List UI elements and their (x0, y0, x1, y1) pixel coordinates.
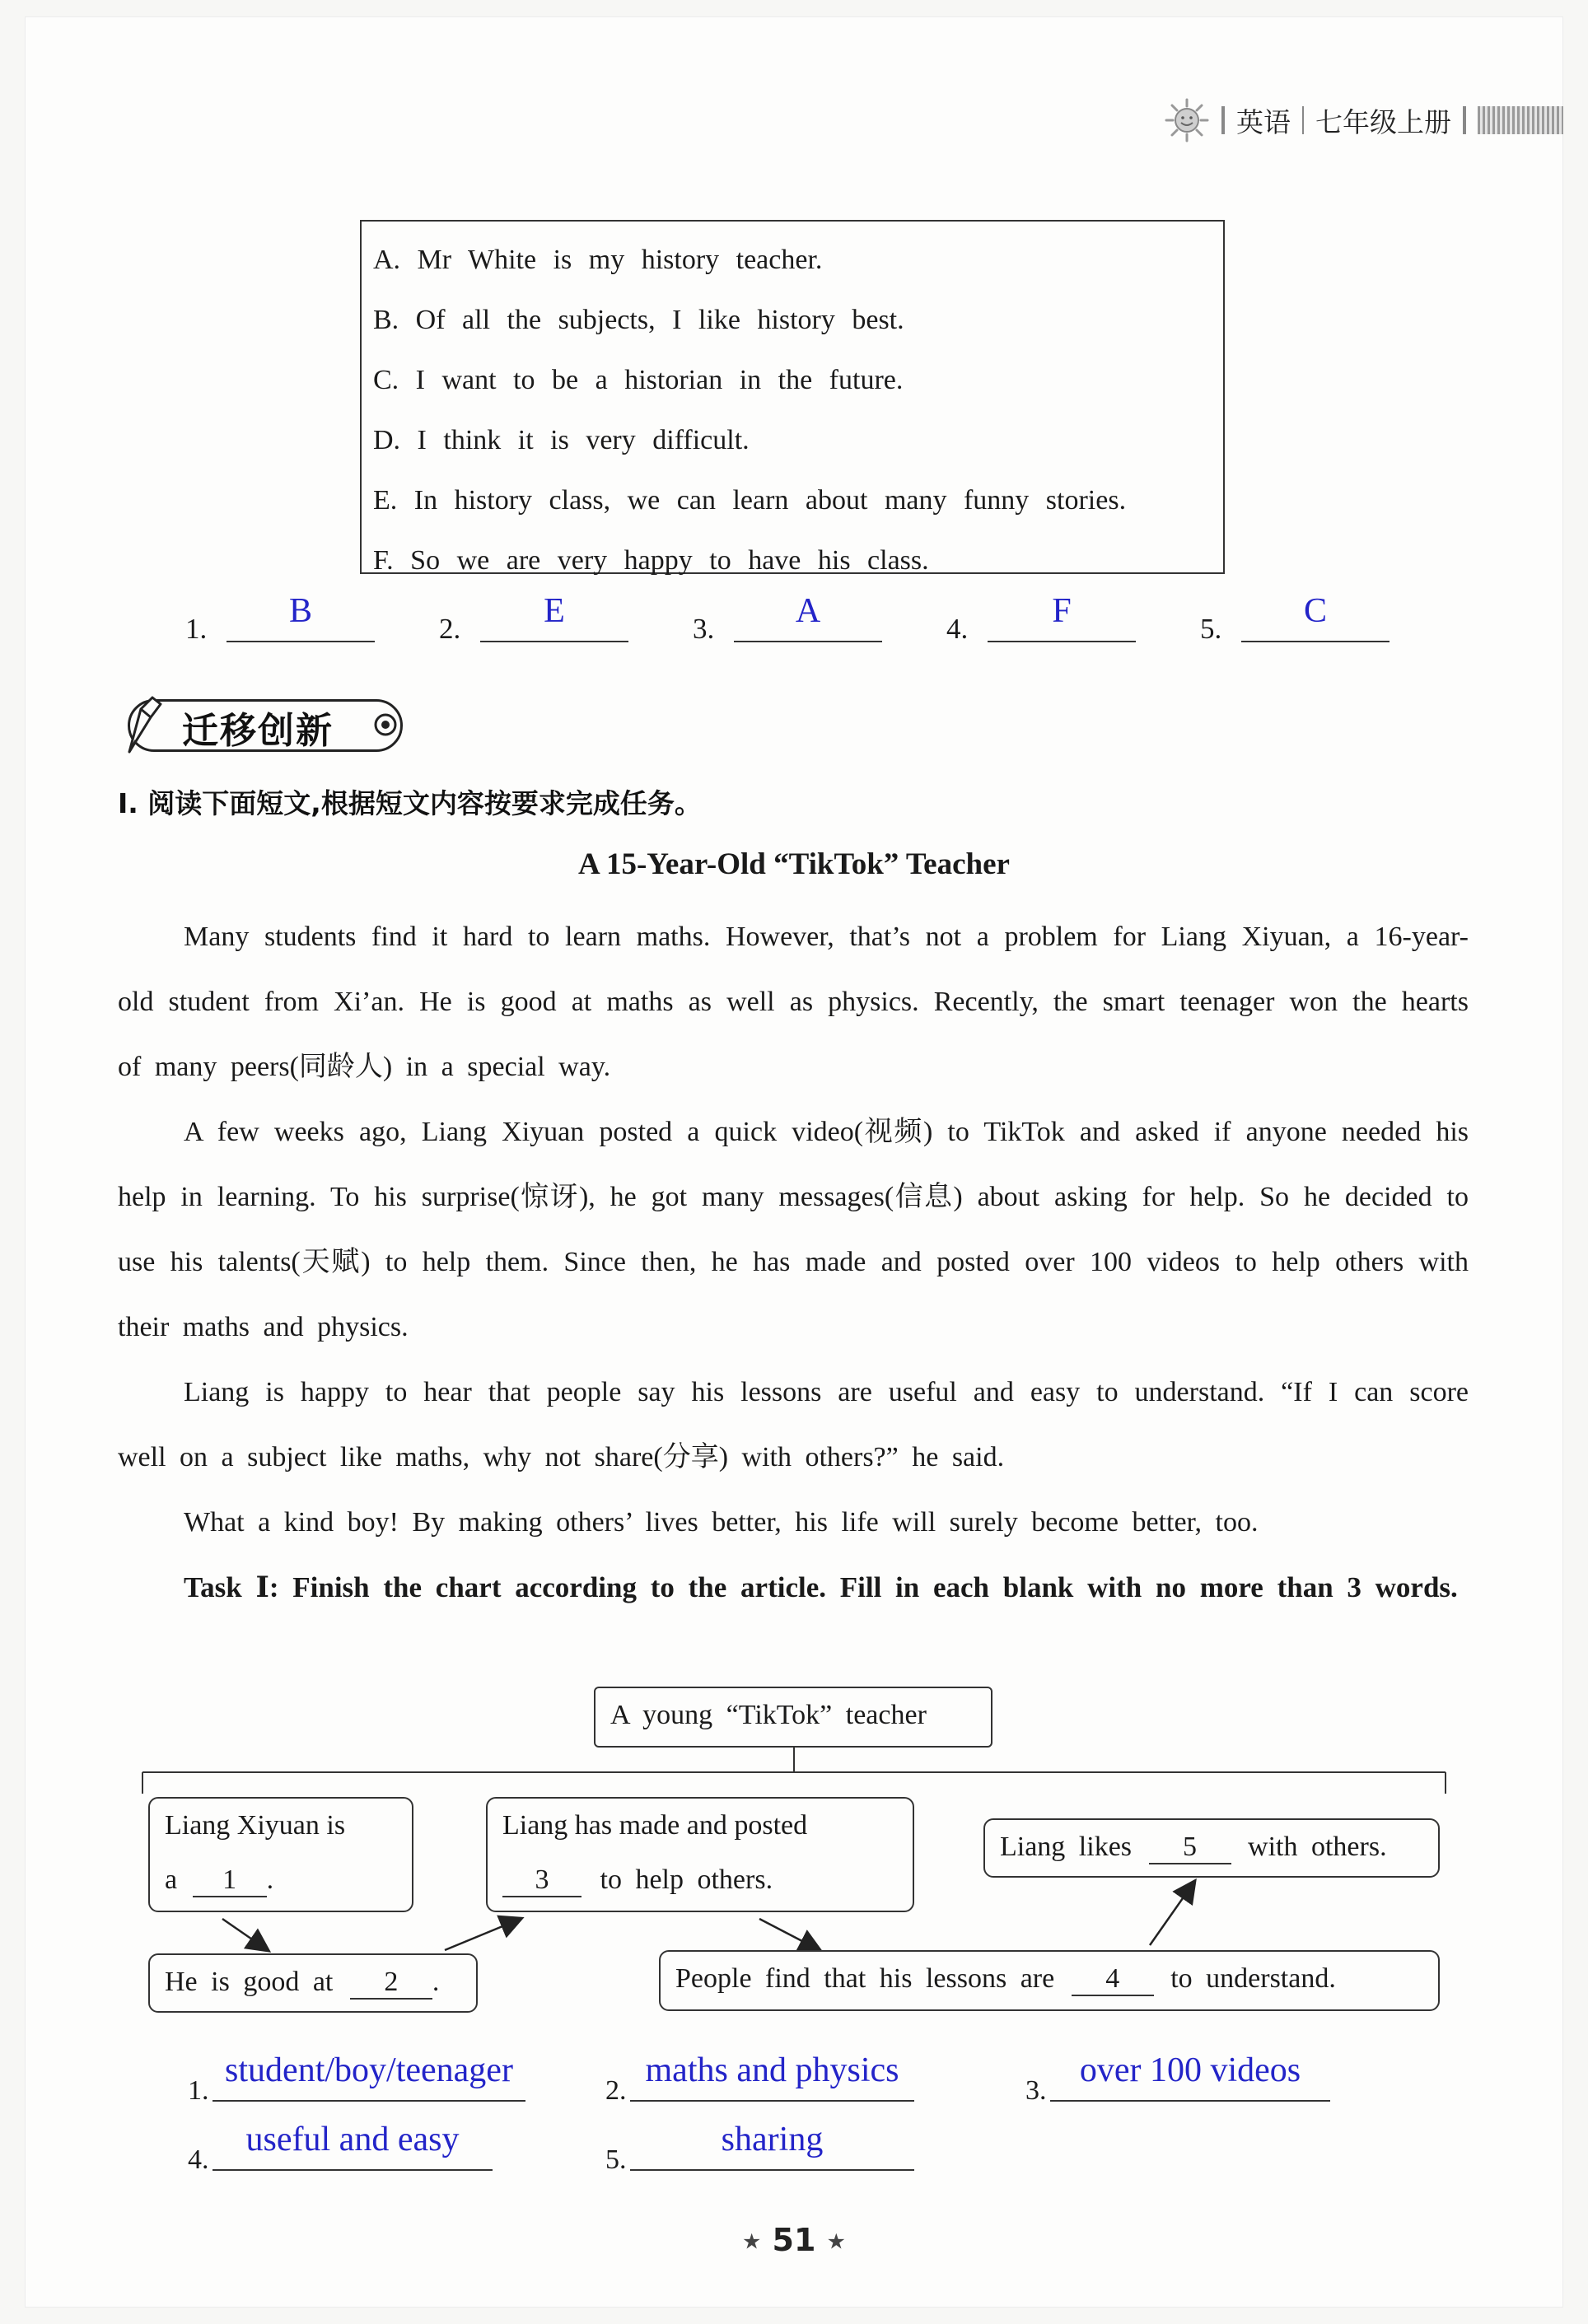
box5-line (675, 1963, 1336, 1996)
fill-answer[interactable] (188, 2051, 534, 2108)
option-f: F. So we are very happy to have his class. (373, 545, 929, 576)
fill-line (630, 2169, 914, 2171)
blank-answer: E (544, 592, 565, 630)
fill-answer[interactable] (605, 2051, 935, 2108)
blank-answer: B (288, 592, 312, 630)
box3-line (1000, 1832, 1387, 1864)
blank-answer: A (795, 592, 821, 630)
blank-number: 1. (185, 613, 208, 645)
box4-line (165, 1967, 439, 2000)
box2-line2 (502, 1864, 773, 1897)
diagram-box-3 (983, 1818, 1440, 1878)
option-d: D. I think it is very difficult. (373, 425, 750, 455)
box1-pre: a (165, 1864, 178, 1895)
box4-blank[interactable]: 2 (350, 1967, 432, 2000)
fill-answer[interactable] (1025, 2051, 1355, 2108)
header-grade: 七年级上册 (1315, 105, 1451, 138)
blank-number: 2. (439, 613, 461, 645)
box1-line1: Liang Xiyuan is (165, 1810, 346, 1841)
task-instruction: Task Ⅰ: Finish the chart according to the article. Fill in each blank with no more than 3 words. (184, 1571, 1458, 1603)
diagram-box-2 (486, 1797, 914, 1912)
box4-pre: He is good at (165, 1967, 334, 1997)
fill-line (213, 2169, 493, 2171)
fill-answer-text: over 100 videos (1079, 2051, 1301, 2089)
box1-line2 (165, 1864, 273, 1897)
fill-number: 5. (605, 2144, 627, 2175)
option-c: C. I want to be a historian in the future. (373, 365, 904, 395)
fill-number: 1. (188, 2075, 209, 2106)
section-title: 迁移创新 (182, 710, 334, 752)
fill-answer-text: maths and physics (645, 2051, 899, 2089)
option-b: B. Of all the subjects, I like history best. (373, 305, 904, 335)
diagram-box-5 (659, 1950, 1440, 2011)
fill-answer[interactable] (605, 2120, 935, 2177)
box1-blank[interactable]: 1 (193, 1864, 267, 1897)
box5-blank[interactable]: 4 (1072, 1963, 1154, 1996)
instruction: I. 阅读下面短文,根据短文内容按要求完成任务。 (118, 787, 702, 819)
page-number (0, 2222, 1588, 2258)
star-icon: ★ (742, 2229, 762, 2255)
header-subject: 英语 (1236, 105, 1291, 138)
blank-number: 4. (946, 613, 969, 645)
box2-blank[interactable]: 3 (502, 1864, 581, 1897)
article-paragraph: Many students find it hard to learn maths. However, that’s not a problem for Liang Xiyuan, a 16-year-old student from Xi’an. He is good at maths as well as physics. Recently, the smart teenager won the hearts of many peers(同龄人) in a special way. (118, 922, 1469, 1082)
article-paragraph: What a kind boy! By making others’ lives better, his life will surely become better, too. (184, 1507, 1259, 1538)
fill-line (213, 2100, 525, 2102)
option-a: A. Mr White is my history teacher. (373, 245, 823, 275)
fill-number: 3. (1025, 2075, 1047, 2106)
box1-post: . (266, 1864, 274, 1895)
blank-number: 3. (693, 613, 715, 645)
page-number-text: 51 (772, 2222, 816, 2258)
box3-post: with others. (1248, 1832, 1387, 1862)
article-title: A 15-Year-Old “TikTok” Teacher (578, 847, 1010, 881)
fill-answer-text: sharing (721, 2121, 824, 2158)
blank-number: 5. (1200, 613, 1222, 645)
article-paragraph: A few weeks ago, Liang Xiyuan posted a quick video(视频) to TikTok and asked if anyone needed his help in learning. To his surprise(惊讶), he got many messages(信息) about asking for help. So he decided to use his talents(天赋) to help them. Since then, he has made and posted over 100 videos to help others with their maths and physics. (118, 1117, 1469, 1342)
fill-line (630, 2100, 914, 2102)
article-paragraph: Liang is happy to hear that people say his lessons are useful and easy to understand. “If I can score well on a subject like maths, why not share(分享) with others?” he said. (118, 1377, 1469, 1472)
option-e: E. In history class, we can learn about many funny stories. (373, 485, 1127, 516)
box2-line1: Liang has made and posted (502, 1810, 808, 1841)
fill-number: 4. (188, 2144, 209, 2175)
fill-answer-text: useful and easy (245, 2121, 460, 2158)
diagram-box-4 (148, 1953, 478, 2013)
star-icon: ★ (826, 2229, 846, 2255)
blank-answer: F (1052, 592, 1072, 630)
fill-line (1050, 2100, 1330, 2102)
fill-number: 2. (605, 2075, 627, 2106)
diagram-root (594, 1687, 992, 1748)
box5-post: to understand. (1170, 1963, 1336, 1994)
box2-post: to help others. (600, 1864, 773, 1895)
fill-answer[interactable] (188, 2120, 517, 2177)
box5-pre: People find that his lessons are (675, 1963, 1055, 1994)
box4-post: . (432, 1967, 440, 1997)
box3-pre: Liang likes (1000, 1832, 1133, 1862)
diagram-box-1 (148, 1797, 413, 1912)
box3-blank[interactable]: 5 (1149, 1832, 1231, 1864)
fill-answer-text: student/boy/teenager (225, 2051, 513, 2089)
blank-answer: C (1303, 592, 1327, 630)
diagram-root-text: A young “TikTok” teacher (610, 1700, 927, 1730)
